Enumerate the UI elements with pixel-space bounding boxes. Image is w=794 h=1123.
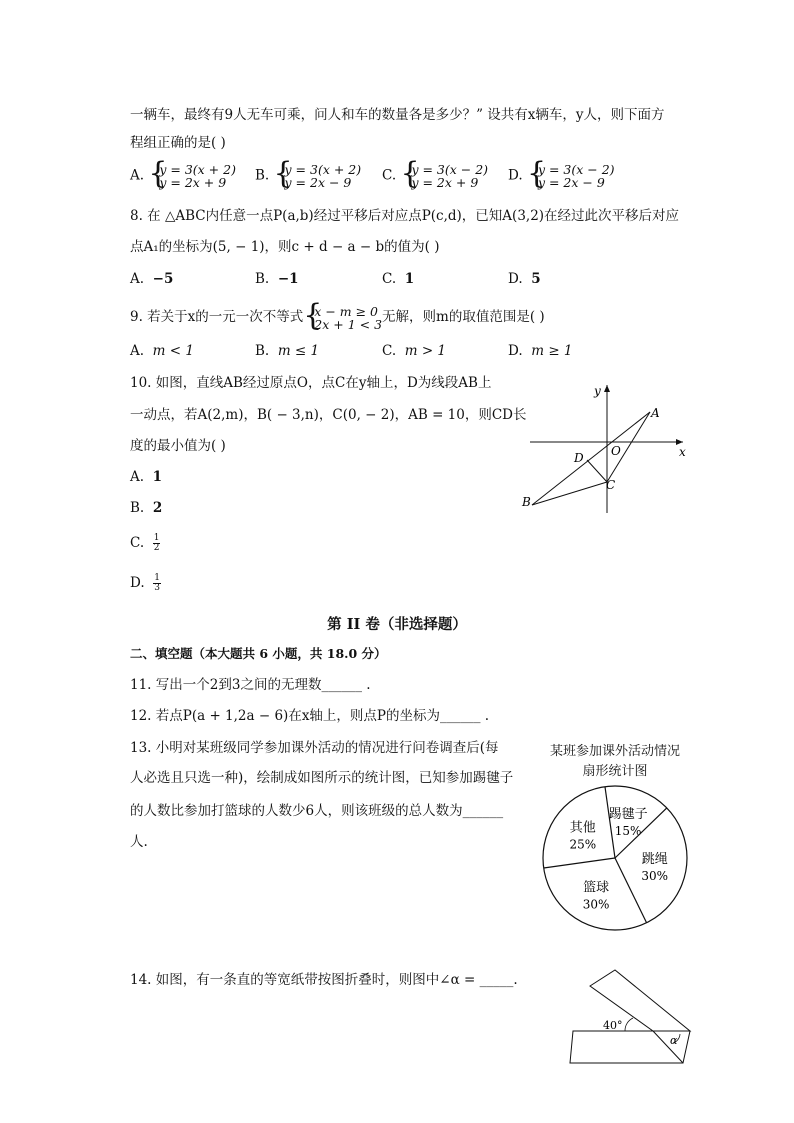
q10-figure <box>515 375 695 520</box>
chart-title: 某班参加课外活动情况 <box>549 744 680 759</box>
q10-option-b: B. 2 <box>130 500 163 516</box>
q10-label-d: D <box>574 451 584 465</box>
q8-option-b: B. −1 <box>255 271 299 287</box>
q8-option-a: A. −5 <box>130 271 174 287</box>
fill-in-header: 二、填空题（本大题共 6 小题，共 18.0 分） <box>130 646 387 661</box>
q10-label-y: y <box>594 384 601 398</box>
q7-option-d: D. { y = 3(x − 2) y = 2x − 9 <box>508 163 615 189</box>
q9-option-a: A. m < 1 <box>130 343 194 359</box>
q13-line3: 的人数比参加打篮球的人数少6人，则该班级的总人数为______ <box>130 803 504 819</box>
q8-line2: 点A₁的坐标为(5, − 1)，则c + d − a − b的值为( ) <box>130 239 440 255</box>
q10-option-d: D. $\frac{1}{3}$ <box>130 573 160 593</box>
q10-label-b: B <box>522 495 531 509</box>
q10-label-a: A <box>651 406 660 420</box>
q7-line2: 程组正确的是( ) <box>130 135 226 151</box>
q14-angle-alpha: α <box>670 1034 678 1047</box>
q10-label-x: x <box>679 445 686 459</box>
q14-text: 14. 如图，有一条直的等宽纸带按图折叠时，则图中∠α = _____. <box>130 972 518 988</box>
q10-label-o: O <box>611 444 621 458</box>
q11-text: 11. 写出一个2到3之间的无理数______ . <box>130 677 371 693</box>
q10-line3: 度的最小值为( ) <box>130 438 226 454</box>
pie-slice-value: 30% <box>582 897 610 912</box>
q9-stem: 9. 若关于x的一元一次不等式 { x − m ≥ 0 2x + 1 < 3 无解，则m的取值范围是( ) <box>130 303 545 331</box>
q8-option-c: C. 1 <box>382 271 415 287</box>
pie-chart <box>530 738 700 938</box>
q14-angle-40: 40° <box>603 1019 623 1032</box>
section-title: 第 II 卷（非选择题） <box>327 616 467 633</box>
pie-slice-value: 15% <box>614 823 642 838</box>
q10-line1: 10. 如图，直线AB经过原点O，点C在y轴上，D为线段AB上 <box>130 375 492 391</box>
pie-slice-value: 30% <box>641 869 669 884</box>
q13-line4: 人. <box>130 834 148 850</box>
pie-slice-label: 其他 <box>569 820 596 836</box>
q10-option-c: C. $\frac{1}{2}$ <box>130 533 160 553</box>
chart-subtitle: 扇形统计图 <box>582 764 648 779</box>
pie-slice-label: 跳绳 <box>641 852 668 868</box>
q13-line1: 13. 小明对某班级同学参加课外活动的情况进行问卷调查后(每 <box>130 740 499 756</box>
q8-line1: 8. 在 △ABC内任意一点P(a,b)经过平移后对应点P(c,d)，已知A(3,2)在经过此次平移后对应 <box>130 208 680 224</box>
q10-line2: 一动点，若A(2,m)，B( − 3,n)，C(0, − 2)，AB = 10，则CD长 <box>130 407 527 423</box>
q10-label-c: C <box>606 478 616 492</box>
q10-option-a: A. 1 <box>130 469 163 485</box>
q7-option-c: C. { y = 3(x − 2) y = 2x + 9 <box>382 163 488 189</box>
pie-slice-value: 25% <box>569 837 597 852</box>
pie-slice-label: 篮球 <box>583 880 610 896</box>
q12-text: 12. 若点P(a + 1,2a − 6)在x轴上，则点P的坐标为______ . <box>130 708 490 724</box>
q14-figure <box>565 968 695 1068</box>
q9-option-b: B. m ≤ 1 <box>255 343 320 359</box>
pie-slice-label: 踢毽子 <box>608 806 648 822</box>
q13-line2: 人必选且只选一种)，绘制成如图所示的统计图，已知参加踢毽子 <box>130 770 514 786</box>
pie-svg <box>530 780 700 940</box>
q9-option-c: C. m > 1 <box>382 343 447 359</box>
q7-line1: 一辆车，最终有9人无车可乘，问人和车的数量各是多少？” 设共有x辆车，y人，则下面方 <box>130 107 665 123</box>
q8-option-d: D. 5 <box>508 271 541 287</box>
q7-option-a: A. { y = 3(x + 2) y = 2x + 9 <box>130 163 236 189</box>
q7-option-b: B. { y = 3(x + 2) y = 2x − 9 <box>255 163 361 189</box>
q9-option-d: D. m ≥ 1 <box>508 343 573 359</box>
